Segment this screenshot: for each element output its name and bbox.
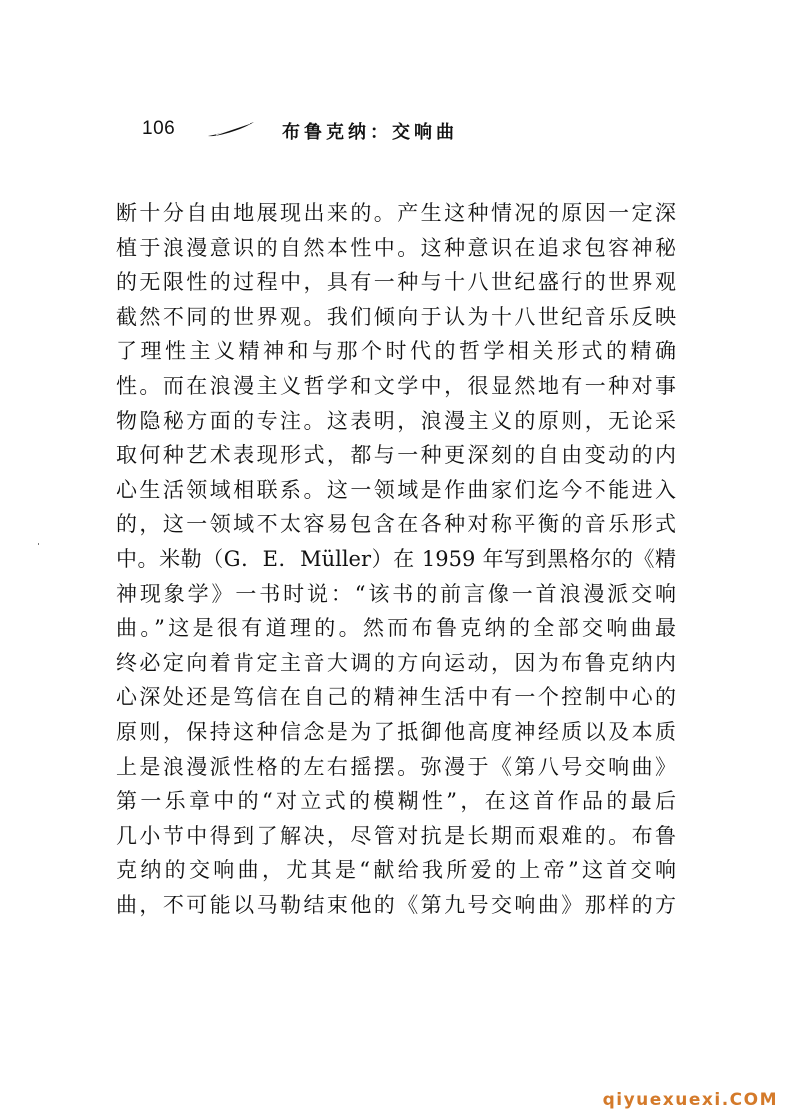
page-header — [142, 116, 662, 146]
text-line: 截然不同的世界观。我们倾向于认为十八世纪音乐反映 — [116, 304, 676, 329]
text-line: 植于浪漫意识的自然本性中。这种意识在追求包容神秘 — [116, 235, 676, 260]
text-line: 曲。”这是很有道理的。然而布鲁克纳的全部交响曲最 — [116, 616, 676, 641]
text-line: 了理性主义精神和与那个时代的哲学相关形式的精确 — [116, 339, 676, 364]
text-line: 上是浪漫派性格的左右摇摆。弥漫于《第八号交响曲》 — [116, 754, 676, 779]
text-line: 物隐秘方面的专注。这表明，浪漫主义的原则，无论采 — [116, 408, 676, 433]
text-line: 断十分自由地展现出来的。产生这种情况的原因一定深 — [116, 201, 676, 225]
text-line: 的无限性的过程中，具有一种与十八世纪盛行的世界观 — [116, 270, 676, 295]
text-line: 心深处还是笃信在自己的精神生活中有一个控制中心的 — [116, 685, 676, 710]
text-line: 曲，不可能以马勒结束他的《第九号交响曲》那样的方 — [116, 892, 676, 917]
text-line: 神现象学》一书时说：“该书的前言像一首浪漫派交响 — [116, 581, 676, 606]
text-line: 的，这一领域不太容易包含在各种对称平衡的音乐形式 — [116, 512, 676, 537]
body-text — [116, 196, 676, 922]
text-line: 原则，保持这种信念是为了抵御他高度神经质以及本质 — [116, 719, 676, 744]
running-title: 布鲁克纳：交响曲 — [282, 122, 458, 143]
text-line: 第一乐章中的“对立式的模糊性”，在这首作品的最后 — [116, 789, 676, 814]
text-line: 几小节中得到了解决，尽管对抗是长期而艰难的。布鲁 — [116, 823, 676, 848]
text-line: 克纳的交响曲，尤其是“献给我所爱的上帝”这首交响 — [116, 858, 676, 883]
margin-mark — [38, 543, 39, 545]
quill-pen-icon — [206, 120, 256, 138]
text-line: 中。米勒（G．E．Müller）在 1959 年写到黑格尔的《精 — [116, 546, 676, 571]
text-line: 终必定向着肯定主音大调的方向运动，因为布鲁克纳内 — [116, 650, 676, 675]
text-line: 心生活领域相联系。这一领域是作曲家们迄今不能进入 — [116, 477, 676, 502]
page-number: 106 — [142, 118, 176, 139]
site-watermark: qiyuexuexi.COM — [602, 1090, 778, 1110]
text-line: 取何种艺术表现形式，都与一种更深刻的自由变动的内 — [116, 443, 676, 468]
text-line: 性。而在浪漫主义哲学和文学中，很显然地有一种对事 — [116, 373, 676, 398]
